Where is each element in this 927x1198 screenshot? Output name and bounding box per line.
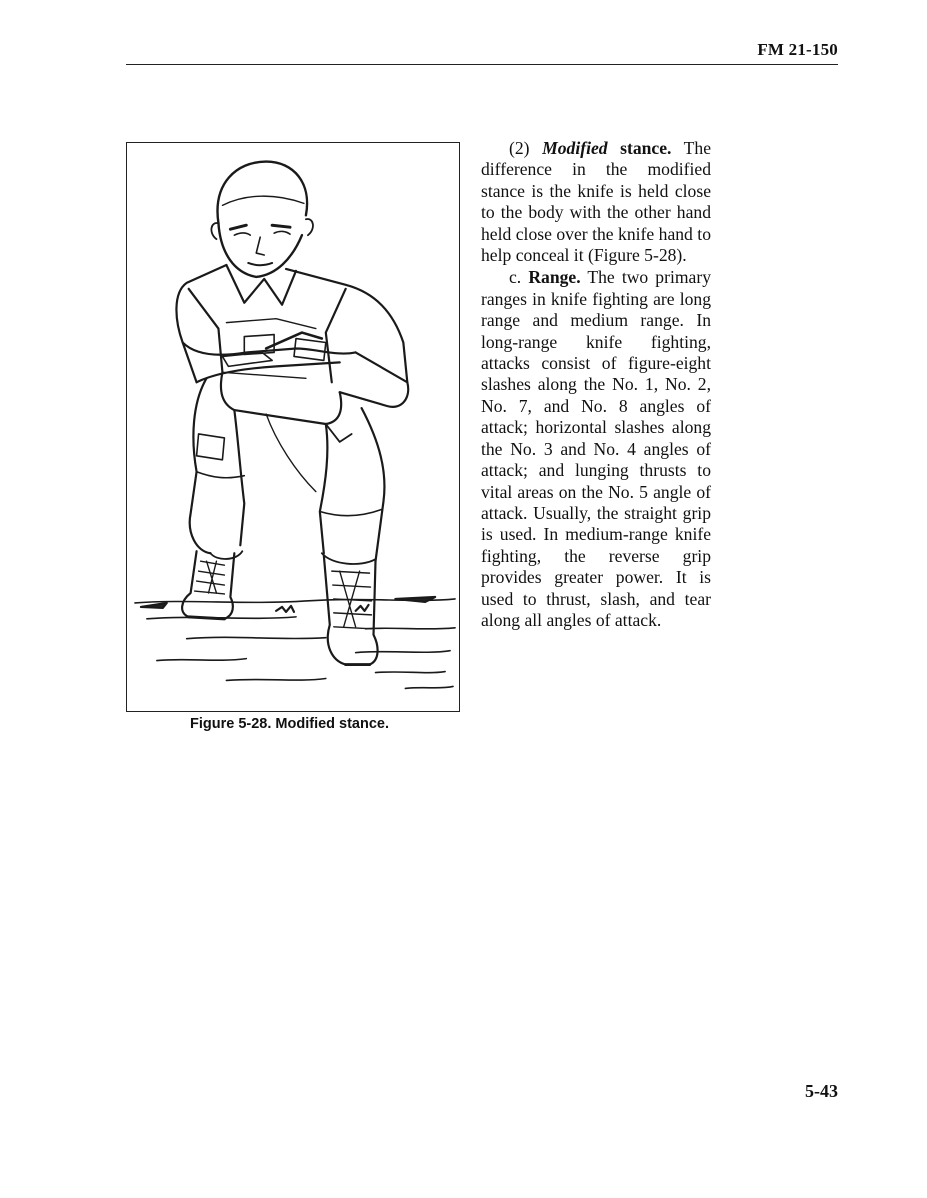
paragraph-body: The difference in the modified stance is the knife is held close to the body with the other hand held close over the knife hand to help conceal it (Figure 5-28).	[481, 138, 712, 266]
term-stance: stance.	[607, 138, 672, 158]
term-modified: Modified	[542, 138, 608, 158]
figure-caption: Figure 5-28. Modified stance.	[190, 716, 390, 732]
header-rule	[126, 64, 838, 65]
document-id: FM 21-150	[757, 40, 838, 59]
term-range: Range.	[528, 267, 581, 288]
paragraph-letter: c.	[509, 267, 529, 288]
figure-frame	[126, 142, 460, 712]
paragraph-body: The two primary ranges in knife fighting are long range and medium range. In long-range knife fighting, attacks consist of figure-eight slashes along the No. 1, No. 2, No. 7, and No. 8 angles of attack; horizontal slashes along the No. 3 and No. 4 angles of attack; and lunging thrusts to vital areas on the No. 5 angle of attack. Usually, the straight grip is used. In medium-range knife fighting, the reverse grip provides greater power. It is used to thrust, slash, and tear along all angles of attack.	[481, 267, 711, 630]
paragraph-modified-stance	[481, 138, 711, 266]
body-text-column	[481, 138, 711, 631]
paragraph-number: (2)	[509, 138, 543, 158]
soldier-modified-stance-illustration	[127, 143, 459, 711]
paragraph-range	[481, 267, 711, 631]
page-number: 5-43	[805, 1081, 838, 1101]
